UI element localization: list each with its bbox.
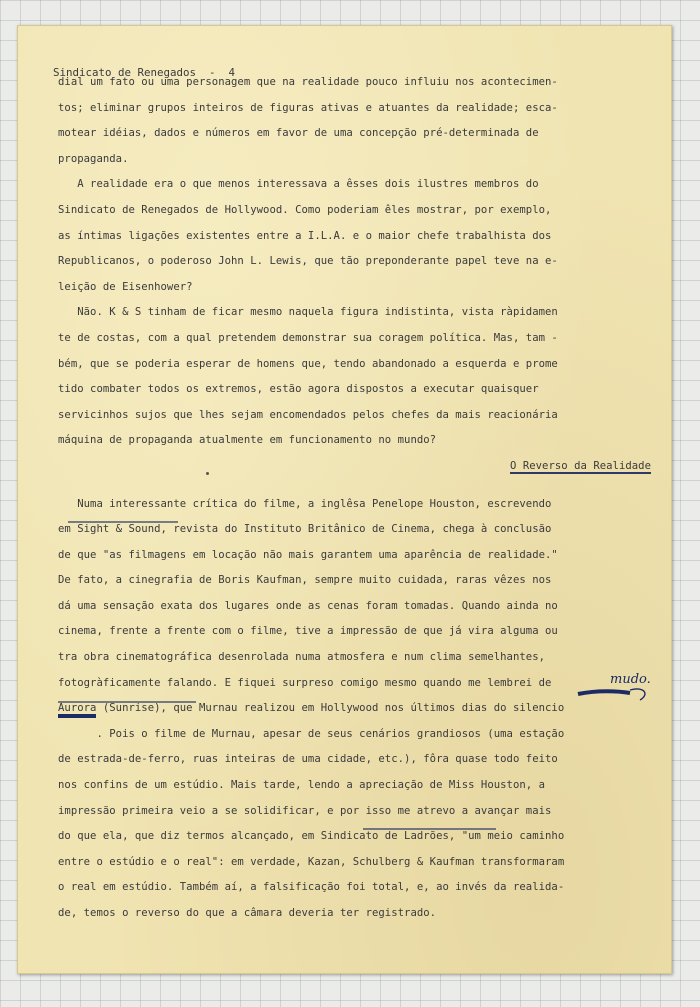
text-line: . Pois o filme de Murnau, apesar de seus cenários grandiosos (uma estação [58,727,565,740]
text-line: as íntimas ligações existentes entre a I.L.A. e o maior chefe trabalhista dos [58,229,552,242]
text-line: te de costas, com a qual pretendem demonstrar sua coragem política. Mas, tam - [58,331,558,344]
text-line: Não. K & S tinham de ficar mesmo naquela figura indistinta, vista ràpidamen [58,306,558,319]
text-line: tos; eliminar grupos inteiros de figuras ativas e atuantes da realidade; esca- [58,101,558,114]
section-heading: O Reverso da Realidade [510,459,651,472]
text-line: A realidade era o que menos interessava a êsses dois ilustres membros do [58,178,539,191]
text-line: tra obra cinematográfica desenrolada numa atmosfera e num clima semelhantes, [58,651,546,664]
text-line: fotogràficamente falando. E fiquei surpreso comigo mesmo quando me lembrei de [58,676,552,689]
text-line: de que "as filmagens em locação não mais garantem uma aparência de realidade." [58,548,558,561]
text-line: propaganda. [58,152,129,165]
text-line: do que ela, que diz termos alcançado, em Sindicato de Ladrões, "um meio caminho [58,830,565,843]
text-line: impressão primeira veio a se solidificar, e por isso me atrevo a avançar mais [58,804,552,817]
typed-body [58,70,663,927]
text-line: o real em estúdio. Também aí, a falsificação foi total, e, ao invés da realida- [58,881,565,894]
text-line: motear idéias, dados e números em favor de uma concepção pré-determinada de [58,127,539,140]
text-line: em Sight & Sound, revista do Instituto Britânico de Cinema, chega à conclusão [58,523,552,536]
text-line: dial um fato ou uma personagem que na realidade pouco influiu nos acontecimen- [58,76,558,88]
text-line: Sindicato de Renegados de Hollywood. Como poderiam êles mostrar, por exemplo, [58,203,552,216]
text-line: de, temos o reverso do que a câmara deveria ter registrado. [58,907,437,919]
text-line: Numa interessante crítica do filme, a inglêsa Penelope Houston, escrevendo [58,497,552,510]
text-line: máquina de propaganda atualmente em funcionamento no mundo? [58,434,437,447]
text-line: leição de Eisenhower? [58,280,193,293]
handwritten-note: mudo. [610,672,651,687]
text-line: Aurora (Sunrise), que Murnau realizou em Hollywood nos últimos dias do silencio [58,702,565,715]
text-line: cinema, frente a frente com o filme, tive a impressão de que já vira alguma ou [58,625,558,638]
text-line: tido combater todos os extremos, estão agora dispostos a executar quaisquer [58,383,539,396]
text-line: de estrada-de-ferro, ruas inteiras de uma cidade, etc.), fôra quase todo feito [58,753,558,766]
text-line: servicinhos sujos que lhes sejam encomendados pelos chefes da mais reacionária [58,408,558,421]
text-line: De fato, a cinegrafia de Boris Kaufman, sempre muito cuidada, raras vêzes nos [58,574,552,587]
text-line: Republicanos, o poderoso John L. Lewis, que tão preponderante papel teve na e- [58,255,558,268]
page-header: Sindicato de Renegados - 4 [53,66,236,79]
text-line: entre o estúdio e o real": em verdade, Kazan, Schulberg & Kaufman transformaram [58,855,565,868]
paper-speck [206,472,209,475]
text-line: dá uma sensação exata dos lugares onde as cenas foram tomadas. Quando ainda no [58,599,558,612]
text-line: bém, que se poderia esperar de homens que, tendo abandonado a esquerda e prome [58,357,558,370]
text-line: nos confins de um estúdio. Mais tarde, lendo a apreciação de Miss Houston, a [58,779,546,792]
paper-sheet [17,25,672,974]
